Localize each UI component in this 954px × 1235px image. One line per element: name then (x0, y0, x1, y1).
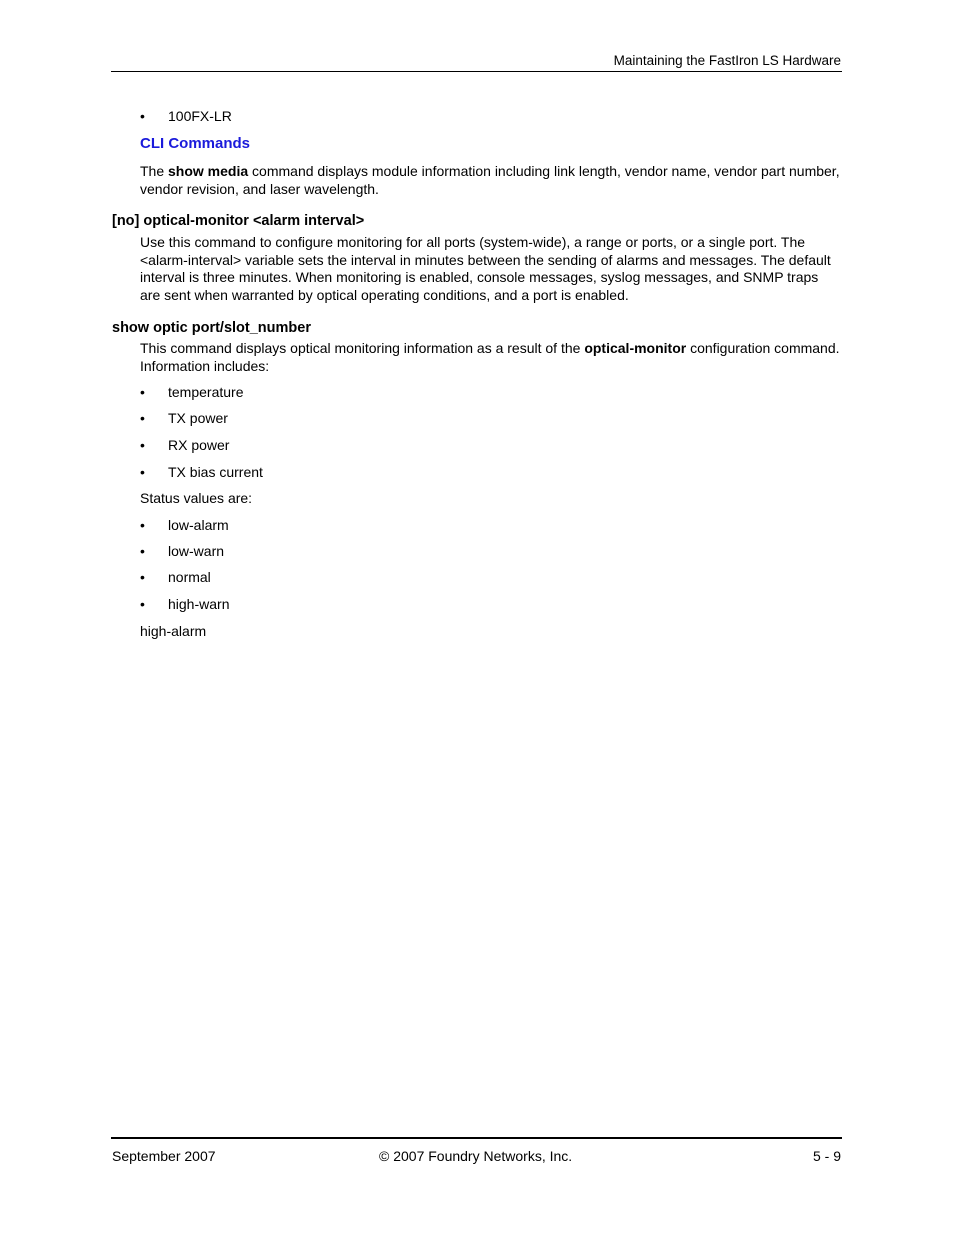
list-item-text: TX bias current (168, 464, 263, 480)
command-name: show media (168, 163, 249, 179)
bullet-icon: • (140, 437, 145, 453)
command-heading: show optic port/slot_number (112, 320, 311, 336)
command-heading: [no] optical-monitor <alarm interval> (112, 213, 365, 229)
description-text: This command displays optical monitoring information as a result of the (140, 340, 585, 356)
list-item-text: RX power (168, 437, 230, 453)
list-item-text: temperature (168, 384, 244, 400)
trailing-item: high-alarm (140, 623, 207, 639)
status-intro: Status values are: (140, 490, 253, 506)
command-name: optical-monitor (584, 340, 687, 356)
bullet-icon: • (140, 569, 145, 585)
bullet-icon: • (140, 384, 145, 400)
footer-date: September 2007 (112, 1148, 216, 1164)
section-heading: CLI Commands (140, 135, 251, 152)
bullet-icon: • (140, 596, 145, 612)
footer-copyright: © 2007 Foundry Networks, Inc. (379, 1148, 573, 1164)
bullet-icon: • (140, 108, 145, 124)
cli-intro-paragraph (140, 163, 842, 198)
description-text-continued: configuration command. Information includes: (140, 340, 840, 374)
bullet-icon: • (140, 464, 145, 480)
running-header: Maintaining the FastIron LS Hardware (613, 53, 841, 68)
footer-rule (111, 1137, 842, 1139)
list-item-text: normal (168, 569, 211, 585)
intro-text: The (140, 163, 169, 179)
command-description (140, 340, 842, 375)
list-item-text: 100FX-LR (168, 108, 232, 124)
bullet-icon: • (140, 517, 145, 533)
list-item-text: low-alarm (168, 517, 229, 533)
intro-text-continued: command displays module information including link length, vendor name, vendor part number, vendor revision, and laser wavelength. (140, 163, 840, 197)
header-rule (111, 71, 842, 72)
page-number: 5 - 9 (812, 1148, 841, 1164)
list-item-text: high-warn (168, 596, 230, 612)
bullet-icon: • (140, 410, 145, 426)
command-description: Use this command to configure monitoring for all ports (system-wide), a range or ports, or a single port. The <alarm-interval> variable sets the interval in minutes between the sending of alarms and messages. The default interval is three minutes. When monitoring is enabled, console messages, syslog messages, and SNMP traps are sent when warranted by optical operating conditions, and a port is enabled. (140, 234, 831, 303)
list-item-text: TX power (168, 410, 228, 426)
bullet-icon: • (140, 543, 145, 559)
list-item-text: low-warn (168, 543, 225, 559)
